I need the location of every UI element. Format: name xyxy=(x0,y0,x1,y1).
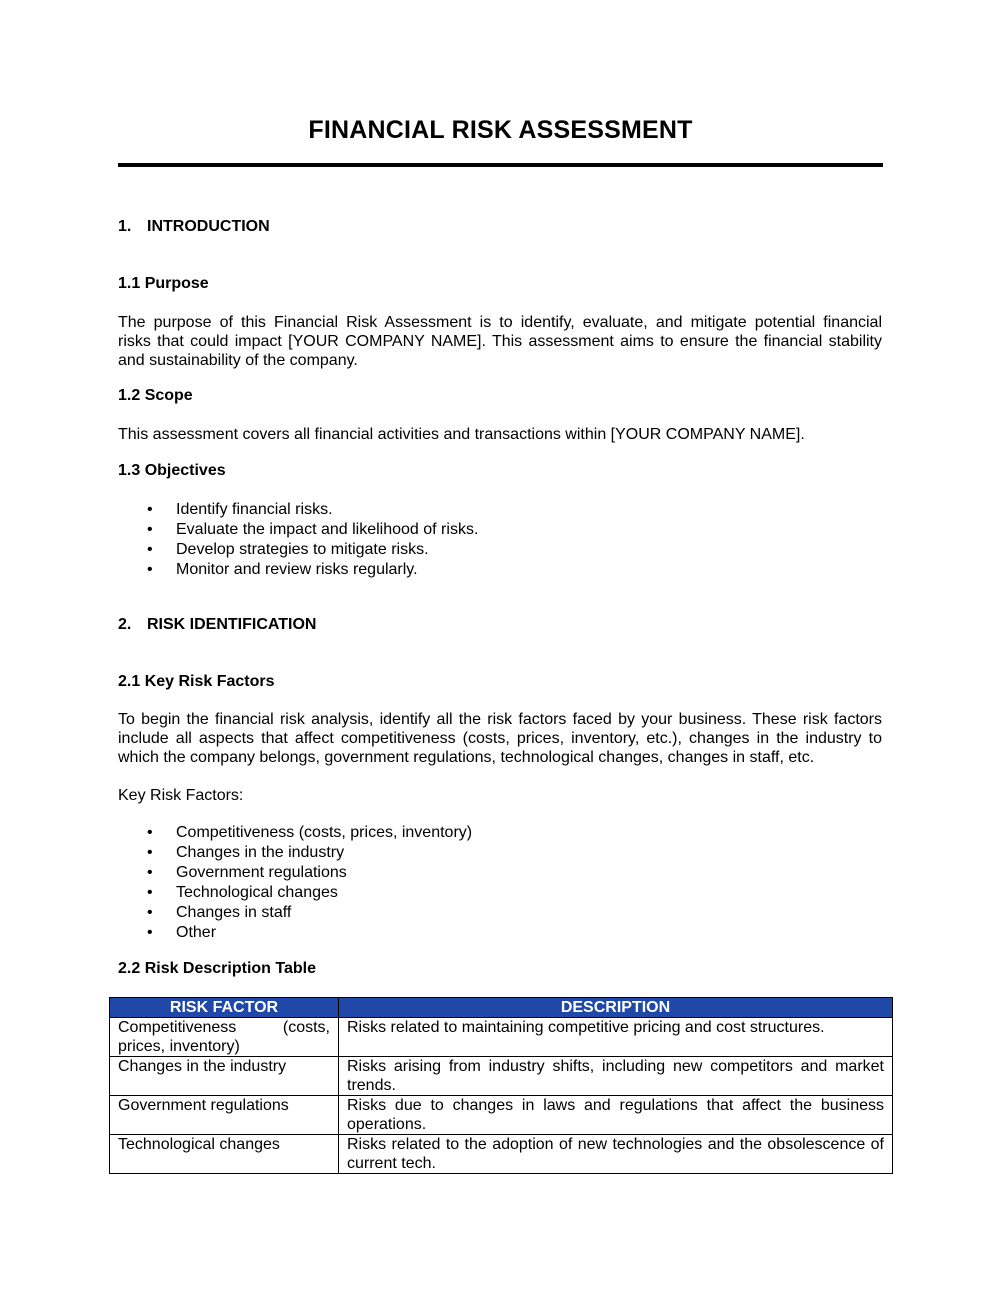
bullet-icon: • xyxy=(147,541,153,558)
purpose-line: risks that could impact [YOUR COMPANY NAME]. This assessment aims to ensure the financial stability xyxy=(118,333,882,350)
purpose-line: and sustainability of the company. xyxy=(118,352,358,369)
purpose-heading: 1.1 Purpose xyxy=(118,275,209,292)
list-item xyxy=(118,903,882,923)
purpose-line: The purpose of this Financial Risk Assessment is to identify, evaluate, and mitigate potential financial xyxy=(118,314,882,331)
bullet-icon: • xyxy=(147,824,153,841)
list-item xyxy=(118,923,882,943)
bullet-icon: • xyxy=(147,924,153,941)
bullet-icon: • xyxy=(147,561,153,578)
list-item-text: Monitor and review risks regularly. xyxy=(176,561,418,578)
description-cell: Risks related to maintaining competitive pricing and cost structures. xyxy=(339,1018,893,1057)
list-item xyxy=(118,540,882,560)
risk-factor-cell: Technological changes xyxy=(110,1135,339,1174)
section-1-number: 1. xyxy=(118,218,132,235)
list-item xyxy=(118,883,882,903)
risk-factor-cell: Government regulations xyxy=(110,1096,339,1135)
list-item-text: Technological changes xyxy=(176,884,338,901)
list-item-text: Competitiveness (costs, prices, inventory) xyxy=(176,824,473,841)
document-title: FINANCIAL RISK ASSESSMENT xyxy=(308,116,693,144)
key-risk-line: which the company belongs, government regulations, technological changes, changes in staff, etc. xyxy=(118,749,815,766)
risk-factor-cell: Changes in the industry xyxy=(110,1057,339,1096)
objectives-heading: 1.3 Objectives xyxy=(118,462,226,479)
list-item-text: Identify financial risks. xyxy=(176,501,333,518)
table-row xyxy=(110,1096,893,1135)
bullet-icon: • xyxy=(147,844,153,861)
list-item-text: Develop strategies to mitigate risks. xyxy=(176,541,429,558)
list-item-text: Changes in staff xyxy=(176,904,292,921)
list-item xyxy=(118,843,882,863)
section-2-heading xyxy=(118,616,316,634)
key-risk-line: include all aspects that affect competitiveness (costs, prices, inventory, etc.), changes in the industry to xyxy=(118,730,882,747)
table-header-row xyxy=(110,998,893,1018)
key-risk-line: To begin the financial risk analysis, identify all the risk factors faced by your business. These risk factors xyxy=(118,711,882,728)
bullet-icon: • xyxy=(147,884,153,901)
key-risk-factors-heading: 2.1 Key Risk Factors xyxy=(118,673,275,690)
purpose-paragraph xyxy=(118,313,882,370)
risk-factor-cell: Competitiveness (costs, prices, inventory) xyxy=(110,1018,339,1057)
list-label-text: Key Risk Factors: xyxy=(118,787,244,804)
objectives-list xyxy=(118,500,882,580)
list-item-text: Government regulations xyxy=(176,864,347,881)
list-item xyxy=(118,823,882,843)
scope-text: This assessment covers all financial activities and transactions within [YOUR COMPANY NAME]. xyxy=(118,426,805,443)
key-risk-list-label xyxy=(118,786,882,805)
list-item xyxy=(118,863,882,883)
section-2-number: 2. xyxy=(118,616,132,633)
key-risk-factors-list xyxy=(118,823,882,943)
table-row xyxy=(110,1018,893,1057)
list-item-text: Changes in the industry xyxy=(176,844,345,861)
section-2-title: RISK IDENTIFICATION xyxy=(147,616,317,633)
risk-table-heading: 2.2 Risk Description Table xyxy=(118,960,316,977)
list-item-text: Other xyxy=(176,924,217,941)
list-item xyxy=(118,500,882,520)
section-1-title: INTRODUCTION xyxy=(147,218,270,235)
section-1-heading xyxy=(118,218,270,236)
scope-paragraph xyxy=(118,425,882,444)
scope-heading: 1.2 Scope xyxy=(118,387,193,404)
list-item xyxy=(118,520,882,540)
column-header-description: DESCRIPTION xyxy=(339,998,893,1018)
bullet-icon: • xyxy=(147,521,153,538)
description-cell: Risks related to the adoption of new technologies and the obsolescence of current tech. xyxy=(339,1135,893,1174)
bullet-icon: • xyxy=(147,864,153,881)
table-row xyxy=(110,1135,893,1174)
table-row xyxy=(110,1057,893,1096)
list-item-text: Evaluate the impact and likelihood of risks. xyxy=(176,521,479,538)
risk-description-table xyxy=(109,997,893,1174)
column-header-risk-factor: RISK FACTOR xyxy=(110,998,339,1018)
list-item xyxy=(118,560,882,580)
title-divider xyxy=(118,163,883,167)
bullet-icon: • xyxy=(147,501,153,518)
bullet-icon: • xyxy=(147,904,153,921)
key-risk-factors-paragraph xyxy=(118,710,882,767)
description-cell: Risks arising from industry shifts, including new competitors and market trends. xyxy=(339,1057,893,1096)
description-cell: Risks due to changes in laws and regulations that affect the business operations. xyxy=(339,1096,893,1135)
